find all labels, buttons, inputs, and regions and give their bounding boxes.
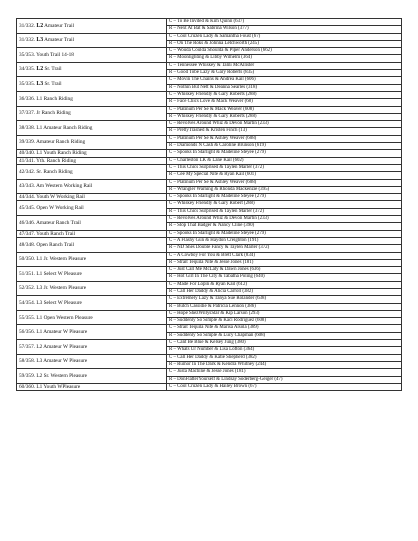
class-name-cell: 35/335. L3 Sr. Trail <box>17 77 167 92</box>
champion-cell: C – Cool Cruzen Lady & Samantha Foust (67) <box>167 33 402 40</box>
table-row <box>17 194 402 201</box>
reserve-cell: R – Nothin But Nett & Deanna Searles (318) <box>167 84 402 91</box>
champion-cell: C – Whiskey Friendly & Gary Robert (288) <box>167 201 402 208</box>
reserve-cell: R – DonFlatterYourself & Lindsay Soderberg-Geiger (47) <box>167 376 402 383</box>
table-row <box>17 310 402 317</box>
reserve-cell: R – Suddenly So Simple & Kaci Rodriguez (608) <box>167 318 402 325</box>
champion-cell: C – Hope ShezWillysStar & Kip Larson (293) <box>167 310 402 317</box>
table-row <box>17 157 402 164</box>
level-tag: L2 <box>36 66 44 73</box>
reserve-cell: R – Diamonds N Cash & Caroline Brunson (619) <box>167 143 402 150</box>
table-row <box>17 164 402 171</box>
table-row <box>17 33 402 40</box>
champion-cell: C – Call Her Daddy & Katie Shepherd (382) <box>167 354 402 361</box>
reserve-cell: R – Hot Girl In The City & Tabatha Poling (640) <box>167 274 402 281</box>
class-name-cell: 57/357. L2 Amateur W Pleasure <box>17 340 167 355</box>
class-name-cell: 44/344. Youth W Working Rail <box>17 194 167 201</box>
class-name-cell: 56/356. L1 Amateur W Pleasure <box>17 325 167 340</box>
class-name-cell: 59/359. L2 Sr. Western Pleasure <box>17 369 167 384</box>
table-row <box>17 106 402 113</box>
table-row <box>17 150 402 157</box>
class-name-cell: 47/347. Youth Ranch Trail <box>17 230 167 237</box>
class-name-cell: 54/354. L3 Select W Pleasure <box>17 296 167 311</box>
reserve-cell: R – Next At Bat & Sabrina Wilson (377) <box>167 26 402 33</box>
class-name-cell: 55/355. L1 Open Western Pleasure <box>17 310 167 325</box>
table-row <box>17 77 402 84</box>
reserve-cell: R – Wrangler Warning & Rhonda Mackenzie (395) <box>167 186 402 193</box>
class-name-cell: 52/352. L3 Jr. Western Pleasure <box>17 281 167 296</box>
class-name-cell: 48/348. Open Ranch Trail <box>17 237 167 252</box>
class-name-cell: 34/335. L2 Sr. Trail <box>17 62 167 77</box>
champion-cell: C – Cant Be Blue & Kelsey Jung (380) <box>167 340 402 347</box>
table-row <box>17 121 402 128</box>
champion-cell: C – Platinum Per Se & Mack Weaver (608) <box>167 106 402 113</box>
class-name-cell: 35/353. Youth Trail 14-18 <box>17 48 167 63</box>
champion-cell: C – A Flashy Gun & Haydon Creighton (191) <box>167 237 402 244</box>
table-row <box>17 179 402 186</box>
table-row <box>17 62 402 69</box>
champion-cell: C – Tennessee Whiskey & Tami McAllister <box>167 62 402 69</box>
champion-cell: C – This Chics Surprised & Taylen Marler (372) <box>167 164 402 171</box>
champion-cell: C – Justa Machine & Jesse Jones (181) <box>167 369 402 376</box>
reserve-cell: R – ND Shes Double Fancy & Taylen Marler (372) <box>167 245 402 252</box>
table-row <box>17 135 402 142</box>
champion-cell: C – To Be Invited & Kim Quinn (637) <box>167 19 402 26</box>
champion-cell: C – Spooks In Starlight & Madeline Steyee (279) <box>167 230 402 237</box>
champion-cell: C – Spooks In Starlight & Madeline Steyee (279) <box>167 150 402 157</box>
reserve-cell: R – Rumor In The Dark & Kendra Whitney (244) <box>167 361 402 368</box>
reserve-cell: R – Stop That Badger & Nancy Cline (390) <box>167 223 402 230</box>
class-name-cell: 58/358. L3 Amateur W Pleasure <box>17 354 167 369</box>
class-name-cell: 45/345. Open W Working Rail <box>17 201 167 216</box>
level-tag: L3 <box>36 81 44 88</box>
champion-cell: C – Extremely Lazy & Tanya Sue Rolander (638) <box>167 296 402 303</box>
level-tag: L3 <box>36 37 44 44</box>
table-row <box>17 252 402 259</box>
class-name-cell: 42/342. Sr. Ranch Riding <box>17 164 167 179</box>
table-row <box>17 281 402 288</box>
reserve-cell: R – Face Chics Love & Mack Weaver (68) <box>167 99 402 106</box>
class-name-cell: 51/351. L1 Select W Pleasure <box>17 267 167 282</box>
class-name-cell: 50/350. L1 Jr. Western Pleasure <box>17 252 167 267</box>
table-row <box>17 340 402 347</box>
table-row <box>17 201 402 208</box>
champion-cell: C – A Cowboy For You & Brett Clark (834) <box>167 252 402 259</box>
class-name-cell: 37/337. Jr Ranch Riding <box>17 106 167 121</box>
table-row <box>17 19 402 26</box>
reserve-cell: R – Strait Tequila Nite & Jesse Jones (181) <box>167 259 402 266</box>
table-row <box>17 296 402 303</box>
reserve-cell: R – Butch Cassidie & Patricia Lennon (386) <box>167 303 402 310</box>
level-tag: L2 <box>36 22 44 29</box>
class-name-cell: 40/340. L1 Youth Ranch Riding <box>17 150 167 157</box>
champion-cell: C – Whiskey Friendly & Gary Roberts (288) <box>167 91 402 98</box>
class-name-cell: 36/336. L1 Ranch Riding <box>17 91 167 106</box>
champion-cell: C – Cool Cruzen Lady & Hailey Brown (67) <box>167 383 402 390</box>
reserve-cell: R – Cee My Special Nite & Ryan Kail (601) <box>167 172 402 179</box>
reserve-cell: R – Suddenly So Simple & Lucy Chapman (608) <box>167 332 402 339</box>
champion-cell: C – Platinum Per Se & Ashley Weaver (608) <box>167 179 402 186</box>
reserve-cell: R – Good Tobe Lazy & Gary Roberts (835) <box>167 70 402 77</box>
champion-cell: C – Movin The Chains & Andrea Kail (606) <box>167 77 402 84</box>
class-name-cell: 60/360. L1 Youth WPleasure <box>17 383 167 390</box>
champion-cell: C – Revolves Around Whiz & Devon Martin (233) <box>167 121 402 128</box>
table-row <box>17 230 402 237</box>
table-row <box>17 354 402 361</box>
reserve-cell: R – This Chics Surprised & Taylen Marler (372) <box>167 208 402 215</box>
table-row <box>17 325 402 332</box>
champion-cell: C – Spooks In Starlight & Madeline Steyee (279) <box>167 194 402 201</box>
table-row <box>17 91 402 98</box>
results-table <box>16 18 402 391</box>
reserve-cell: R – Call Her Daddy & Alicia Carroll (382) <box>167 288 402 295</box>
champion-cell: C – Charleston LK & Lane Kail (602) <box>167 157 402 164</box>
table-row <box>17 383 402 390</box>
class-name-cell: 41/341. Yth. Ranch Riding <box>17 157 167 164</box>
table-row <box>17 237 402 244</box>
class-name-cell: 43/343. Am Western Working Rail <box>17 179 167 194</box>
table-row <box>17 216 402 223</box>
champion-cell: C – Revolves Around Whiz & Devon Martin (233) <box>167 216 402 223</box>
table-row <box>17 267 402 274</box>
table-row <box>17 369 402 376</box>
reserve-cell: R – On The Roks & Johnna Letchworth (245) <box>167 40 402 47</box>
champion-cell: C – Platinum Per Se & Ashley Weaver (608) <box>167 135 402 142</box>
class-name-cell: 38/338. L1 Amateur Ranch Riding <box>17 121 167 136</box>
class-name-cell: 31/332. L2 Amateur Trail <box>17 19 167 34</box>
reserve-cell: R – PrettyTrashed & Kristen Finch (13) <box>167 128 402 135</box>
champion-cell: C – Made For Lopin & Ryan Kail (612) <box>167 281 402 288</box>
class-name-cell: 39/339. Amateur Ranch Riding <box>17 135 167 150</box>
reserve-cell: R – Whiskey Friendly & Gary Roberts (288) <box>167 113 402 120</box>
reserve-cell: R – Moonlighting & Libby Wilhelm (364) <box>167 55 402 62</box>
table-row <box>17 48 402 55</box>
reserve-cell: R – Whats Ur Number & Lisa Lofton (364) <box>167 347 402 354</box>
class-name-cell: 46/346. Amateur Ranch Trail <box>17 216 167 231</box>
champion-cell: C – Just Call Me McLaty & Dawn Jones (636) <box>167 267 402 274</box>
class-name-cell: 31/332. L3 Amateur Trail <box>17 33 167 48</box>
champion-cell: C – Strait Tequila Nite & Marisa Alsola (389) <box>167 325 402 332</box>
results-body <box>17 19 402 391</box>
champion-cell: C – Wouda Coulda Shoulda & Piper Anderson (662) <box>167 48 402 55</box>
